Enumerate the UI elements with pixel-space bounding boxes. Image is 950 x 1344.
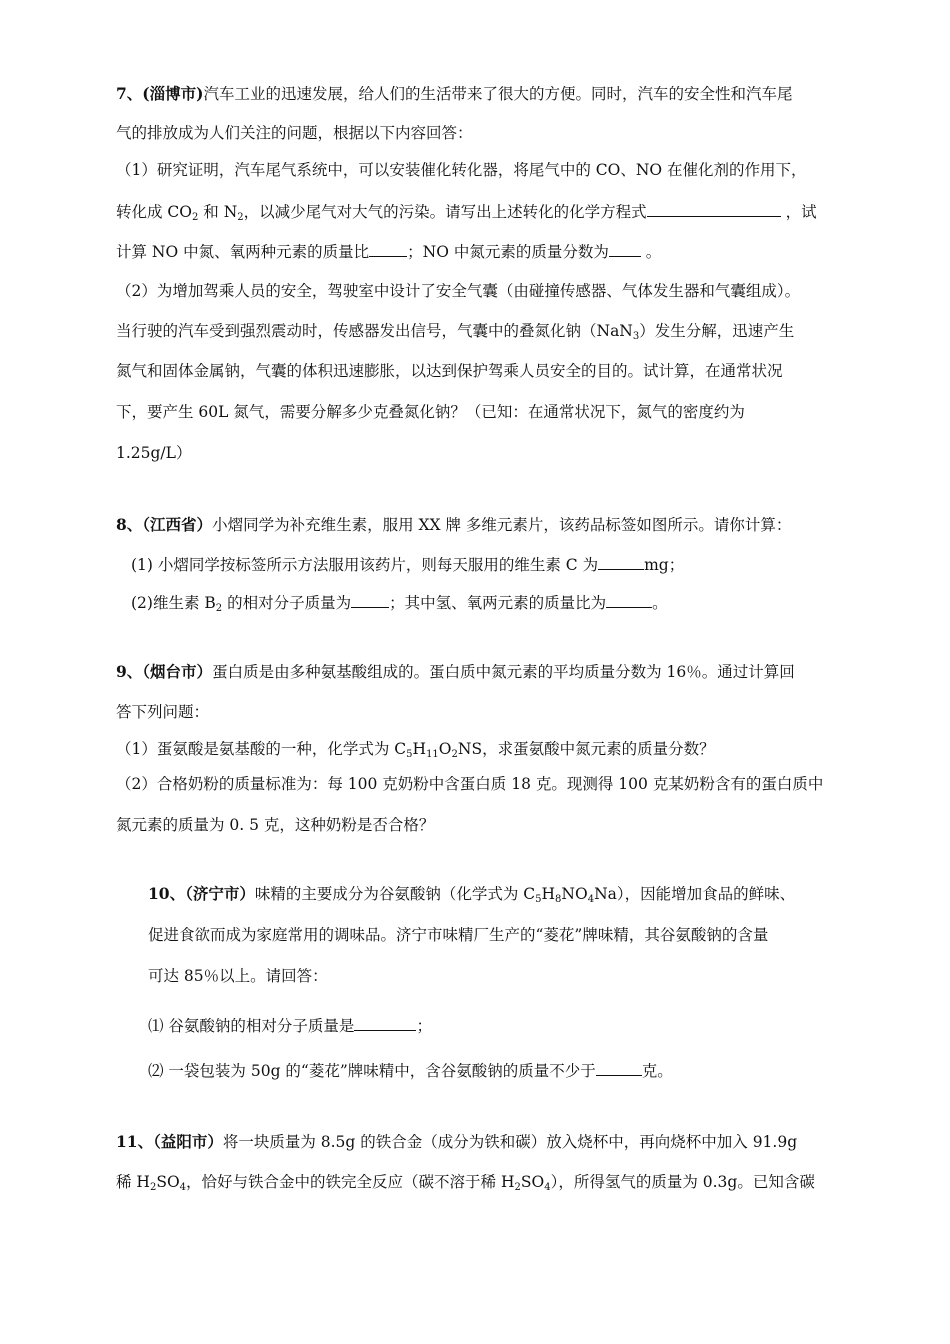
q9-number: 9、 [116, 662, 143, 681]
q8-line-3: (2)维生素 $B_2$ 的相对分子质量为 ；其中氢、氧两元素的质量比为 。 [131, 594, 668, 614]
q7-line-5: 计算 NO 中氮、氧两种元素的质量比 ；NO 中氮元素的质量分数为 。 [116, 243, 662, 261]
mass-fraction-blank[interactable] [609, 241, 641, 257]
q7-line-1: 7、(淄博市)汽车工业的迅速发展，给人们的生活带来了很大的方便。同时，汽车的安全性和汽车尾 [116, 84, 793, 103]
q7-region: (淄博市) [142, 84, 204, 103]
q7-line-3: （1）研究证明，汽车尾气系统中，可以安装催化转化器，将尾气中的 CO、NO 在催化剂的作用下， [116, 161, 807, 179]
q10-number: 10、 [148, 884, 186, 903]
mass-ratio-blank[interactable] [369, 241, 407, 257]
q7-line-8: 氮气和固体金属钠，气囊的体积迅速膨胀，以达到保护驾乘人员安全的目的。试计算，在通常状况 [116, 362, 783, 380]
q8-line-2: (1) 小熠同学按标签所示方法服用该药片，则每天服用的维生素 C 为 mg； [131, 556, 685, 574]
q7-line-4: 转化成 $CO_2$ 和 $N_2$，以减少尾气对大气的污染。请写出上述转化的化学方程式 ，试 [116, 203, 817, 223]
q10-line-2: 促进食欲而成为家庭常用的调味品。济宁市味精厂生产的“菱花”牌味精，其谷氨酸钠的含量 [148, 926, 769, 944]
q10-region: （济宁市） [185, 884, 255, 903]
q9-line-2: 答下列问题： [116, 703, 210, 721]
q10-line-3: 可达 85％以上。请回答： [148, 967, 328, 985]
q10-line-1: 10、（济宁市）味精的主要成分为谷氨酸钠（化学式为 $C_5H_8NO_4Na$），因能增加食品的鲜味、 [148, 884, 796, 905]
q9-line-1: 9、（烟台市）蛋白质是由多种氨基酸组成的。蛋白质中氮元素的平均质量分数为 16％。通过计算回 [116, 662, 795, 681]
q7-number: 7、 [116, 84, 143, 103]
q9-line-3: （1）蛋氨酸是氨基酸的一种，化学式为 $C_5H_{11}O_2NS$，求蛋氨酸中氮元素的质量分数？ [116, 740, 715, 760]
q11-number: 11、 [116, 1132, 154, 1151]
q11-region: （益阳市） [153, 1132, 223, 1151]
equation-blank[interactable] [647, 201, 781, 217]
q8-line-1: 8、（江西省）小熠同学为补充维生素，服用 XX 牌 多维元素片，该药品标签如图所示。请你计算： [116, 515, 792, 534]
q7-line-7: 当行驶的汽车受到强烈震动时，传感器发出信号，气囊中的叠氮化钠（NaN$_3$）发生分解，迅速产生 [116, 322, 795, 342]
msg-molecular-mass-blank[interactable] [354, 1015, 416, 1031]
q7-line-10: 1.25g/L） [116, 444, 192, 462]
q9-region: （烟台市） [142, 662, 213, 681]
q7-line-6: （2）为增加驾乘人员的安全，驾驶室中设计了安全气囊（由碰撞传感器、气体发生器和气囊组成）。 [116, 282, 801, 300]
q9-line-4: （2）合格奶粉的质量标准为：每 100 克奶粉中含蛋白质 18 克。现测得 100 克某奶粉含有的蛋白质中 [116, 775, 824, 793]
q7-line-2: 气的排放成为人们关注的问题，根据以下内容回答： [116, 124, 473, 142]
q11-line-2: 稀 $H_2SO_4$，恰好与铁合金中的铁完全反应（碳不溶于稀 $H_2SO_4$），所得氢气的质量为 0.3g。已知含碳 [116, 1173, 815, 1193]
q11-line-1: 11、（益阳市）将一块质量为 8.5g 的铁合金（成分为铁和碳）放入烧杯中，再向烧杯中加入 91.9g [116, 1132, 798, 1151]
vitamin-c-blank[interactable] [598, 554, 644, 570]
q10-line-4: ⑴ 谷氨酸钠的相对分子质量是 ； [148, 1017, 432, 1035]
h-o-ratio-blank[interactable] [606, 592, 652, 608]
q8-number: 8、 [116, 515, 143, 534]
q7-line-9: 下，要产生 60L 氮气，需要分解多少克叠氮化钠？（已知：在通常状况下，氮气的密度约为 [116, 403, 745, 421]
q10-line-5: ⑵ 一袋包装为 50g 的“菱花”牌味精中，含谷氨酸钠的质量不少于 克。 [148, 1062, 673, 1080]
msg-mass-blank[interactable] [596, 1060, 642, 1076]
molecular-mass-blank[interactable] [351, 592, 389, 608]
q8-region: （江西省） [142, 515, 213, 534]
q9-line-5: 氮元素的质量为 0. 5 克，这种奶粉是否合格？ [116, 816, 435, 834]
